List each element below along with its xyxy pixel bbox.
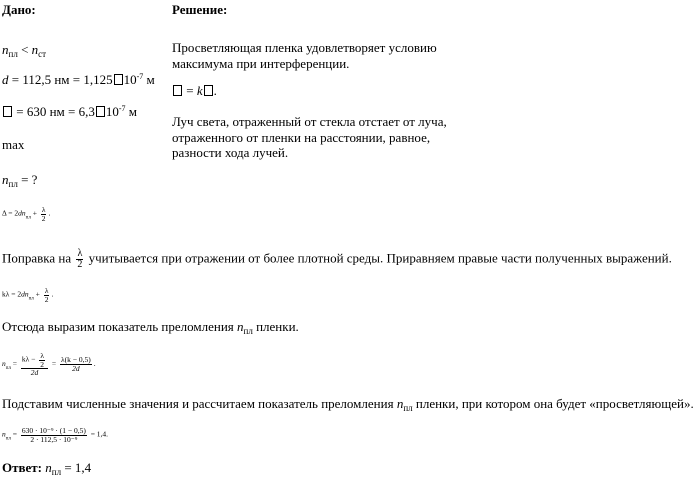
- t2-var: n: [237, 319, 244, 334]
- t3-after: пленки, при котором она будет «просветляющей».: [412, 396, 694, 411]
- f4-den: 2 · 112,5 · 10⁻⁹: [30, 434, 78, 444]
- less-than-op: <: [17, 42, 32, 57]
- f3-inner-num: λ: [40, 351, 44, 360]
- given-max: max: [2, 137, 25, 152]
- f3-den1: 2d: [30, 368, 39, 377]
- f3-lhs-sub: пл: [5, 365, 11, 371]
- f3-eq2: =: [50, 358, 59, 368]
- f3-fraction2: [60, 356, 92, 372]
- f2-lhs: kλ = 2: [2, 289, 22, 299]
- t3-before: Подставим численные значения и рассчитаем показатель преломления: [2, 396, 397, 411]
- solution-para2-line1: Луч света, отраженный от стекла отстает от луча,: [172, 114, 447, 129]
- t1-num: λ: [77, 248, 83, 259]
- answer-line: [2, 460, 91, 478]
- solution-equation: [172, 83, 217, 99]
- f2-dn: dn: [21, 289, 29, 299]
- t2-before: Отсюда выразим показатель преломления: [2, 319, 238, 334]
- find-var: n: [2, 172, 9, 187]
- f1-sub: пл: [25, 215, 31, 221]
- answer-sub: пл: [51, 467, 62, 477]
- eq-k: k: [196, 83, 203, 98]
- n-film-sub: пл: [8, 49, 18, 59]
- f1-lhs: Δ = 2: [2, 208, 19, 218]
- formula-refractive-index: [2, 352, 96, 377]
- f3-end: .: [93, 358, 96, 368]
- given-heading: Дано:: [2, 2, 36, 17]
- answer-label: Ответ:: [2, 460, 46, 475]
- t3-sub: пл: [403, 403, 413, 413]
- answer-value: = 1,4: [61, 460, 92, 475]
- d-var: d: [2, 72, 9, 87]
- t1-before: Поправка на: [2, 250, 75, 266]
- missing-glyph-box: [96, 106, 105, 117]
- find-sub: пл: [8, 179, 18, 189]
- f2-fraction: [44, 287, 50, 303]
- eq-equals: =: [183, 83, 197, 98]
- t2-sub: пл: [243, 326, 253, 336]
- f3-den2: 2d: [72, 363, 80, 373]
- find-rest: = ?: [17, 172, 38, 187]
- f4-result: = 1,4.: [88, 429, 109, 439]
- missing-glyph-box: [173, 85, 182, 96]
- solution-para1-line1: Просветляющая пленка удовлетворяет условию: [172, 40, 437, 55]
- f3-num1: [21, 352, 48, 369]
- t1-den: 2: [77, 259, 83, 270]
- eq-end: .: [213, 83, 217, 98]
- f3-lhs: n: [2, 358, 6, 368]
- missing-glyph-box: [114, 74, 123, 85]
- d-exponent: -7: [136, 72, 144, 81]
- f1-fraction: [41, 206, 47, 222]
- missing-glyph-box: [3, 106, 12, 117]
- given-condition-indices: [2, 42, 46, 60]
- f4-lhs: n: [2, 429, 6, 439]
- t2-after: пленки.: [252, 319, 299, 334]
- f4-fraction: [21, 427, 87, 443]
- text-express: [2, 319, 299, 337]
- solution-heading: Решение:: [172, 2, 228, 17]
- f2-num: λ: [44, 286, 49, 295]
- formula-path-difference: [2, 206, 50, 222]
- lambda-exp-base: 10: [105, 104, 119, 119]
- solution-para2-line3: разности хода лучей.: [172, 145, 289, 161]
- f1-dn: dn: [18, 208, 26, 218]
- f1-plus: +: [30, 208, 39, 218]
- f4-num: 630 · 10⁻⁹ · (1 − 0,5): [21, 426, 86, 435]
- d-exp-base: 10: [123, 72, 137, 87]
- formula-numeric: [2, 427, 108, 443]
- given-thickness: [2, 72, 155, 88]
- f2-end: .: [51, 289, 54, 299]
- t3-var: n: [396, 396, 404, 411]
- f1-end: .: [48, 208, 51, 218]
- given-wavelength: [2, 104, 137, 120]
- f3-inner-den: 2: [40, 359, 45, 369]
- given-find: [2, 172, 37, 190]
- f2-sub: пл: [28, 296, 34, 302]
- f1-num: λ: [41, 205, 46, 214]
- t1-fraction: [76, 249, 83, 270]
- solution-para1-line2: максимума при интерференции.: [172, 55, 350, 71]
- answer-var: n: [45, 460, 52, 475]
- f4-eq: =: [10, 429, 19, 439]
- text-substitute: [2, 396, 694, 414]
- solution-para1: [172, 40, 437, 71]
- n-film-var: n: [2, 42, 9, 57]
- t1-after: учитывается при отражении от более плотной среды. Приравняем правые части полученных выражений.: [85, 250, 672, 266]
- f3-inner-fraction: [39, 352, 45, 368]
- formula-equate: [2, 287, 53, 303]
- f3-num1-text: kλ −: [21, 354, 38, 364]
- f3-num2: λ(k − 0,5): [61, 355, 91, 365]
- n-glass-sub: ст: [38, 49, 47, 59]
- solution-para2: [172, 114, 447, 161]
- f3-eq: =: [10, 358, 19, 368]
- lambda-unit: м: [125, 104, 138, 119]
- f2-plus: +: [33, 289, 42, 299]
- text-correction: [2, 249, 672, 270]
- lambda-value: = 630 нм = 6,3: [13, 104, 95, 119]
- d-value: = 112,5 нм = 1,125: [8, 72, 113, 87]
- missing-glyph-box: [204, 85, 213, 96]
- lambda-exponent: -7: [118, 104, 126, 113]
- f3-fraction1: [21, 352, 48, 377]
- f4-lhs-sub: пл: [5, 436, 11, 442]
- f2-den: 2: [44, 294, 49, 304]
- d-unit: м: [143, 72, 155, 87]
- f1-den: 2: [41, 213, 46, 223]
- solution-para2-line2: отраженного от пленки на расстоянии, равное,: [172, 129, 431, 145]
- n-glass-var: n: [31, 42, 39, 57]
